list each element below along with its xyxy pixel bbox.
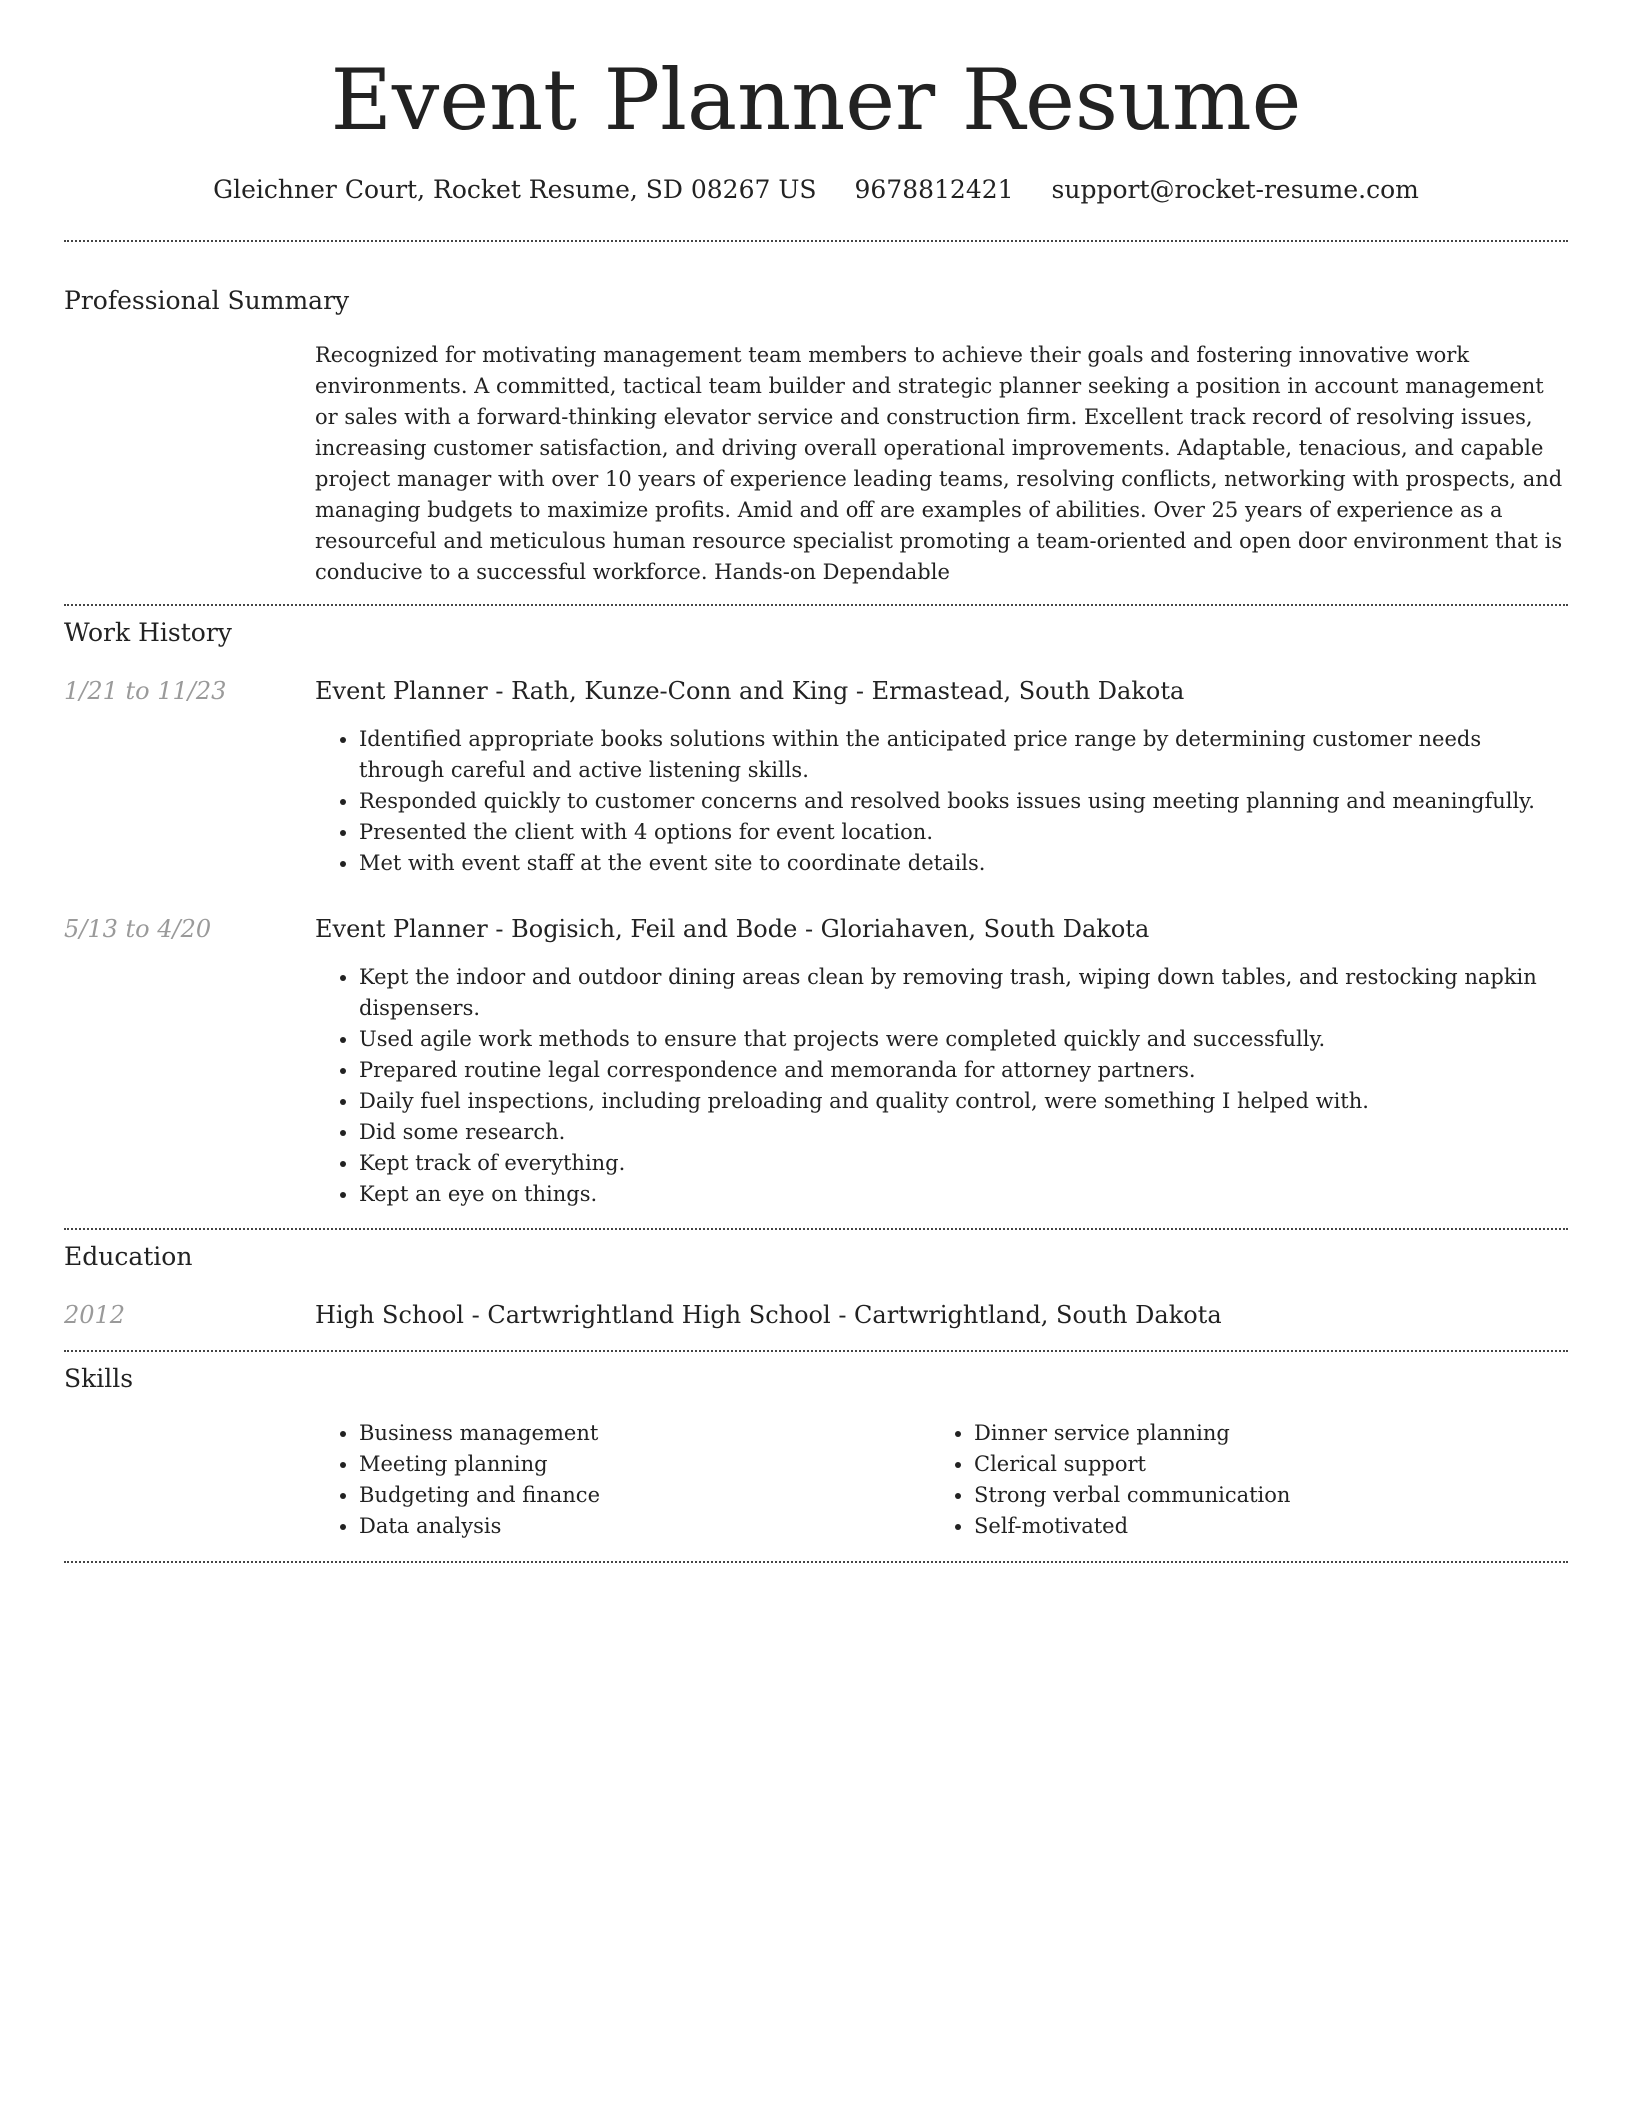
list-item: • Did some research. xyxy=(359,1117,1568,1148)
job-dates: 5/13 to 4/20 xyxy=(64,915,212,943)
list-item: • Strong verbal communication xyxy=(974,1480,1490,1511)
job-dates: 1/21 to 11/23 xyxy=(64,677,227,705)
contact-email: support@rocket-resume.com xyxy=(1051,175,1419,204)
section-title-skills: Skills xyxy=(64,1364,134,1393)
divider xyxy=(64,1561,1568,1563)
list-item: • Identified appropriate books solutions within the anticipated price range by determining customer needs through careful and active listening skills. xyxy=(359,724,1568,786)
divider xyxy=(64,240,1568,242)
list-item: • Prepared routine legal correspondence and memoranda for attorney partners. xyxy=(359,1055,1568,1086)
resume-page xyxy=(64,0,1568,2112)
list-item: • Budgeting and finance xyxy=(359,1480,875,1511)
list-item: • Kept track of everything. xyxy=(359,1148,1568,1179)
list-item: • Dinner service planning xyxy=(974,1418,1490,1449)
resume-title: Event Planner Resume xyxy=(330,51,1302,149)
list-item: • Kept an eye on things. xyxy=(359,1179,1568,1210)
job-title: Event Planner - Rath, Kunze-Conn and King - Ermastead, South Dakota xyxy=(315,677,1185,705)
contact-phone: 9678812421 xyxy=(854,175,1014,204)
divider xyxy=(64,1228,1568,1230)
job-title: Event Planner - Bogisich, Feil and Bode - Gloriahaven, South Dakota xyxy=(315,915,1150,943)
divider xyxy=(64,604,1568,606)
skills-list-left xyxy=(315,1418,875,1542)
contact-address: Gleichner Court, Rocket Resume, SD 08267 US xyxy=(213,175,817,204)
summary-text: Recognized for motivating management team members to achieve their goals and fostering innovative work environments. A committed, tactical team builder and strategic planner seeking a position in account management or sales with a forward-thinking elevator service and construction firm. Excellent track record of resolving issues, increasing customer satisfaction, and driving overall operational improvements. Adaptable, tenacious, and capable project manager with over 10 years of experience leading teams, resolving conflicts, networking with prospects, and managing budgets to maximize profits. Amid and off are examples of abilities. Over 25 years of experience as a resourceful and meticulous human resource specialist promoting a team-oriented and open door environment that is conducive to a successful workforce. Hands-on Dependable xyxy=(315,343,1563,584)
education-year: 2012 xyxy=(64,1301,126,1329)
divider xyxy=(64,1350,1568,1352)
section-title-work-history: Work History xyxy=(64,618,232,647)
list-item: • Self-motivated xyxy=(974,1511,1490,1542)
section-title-summary: Professional Summary xyxy=(64,286,350,315)
list-item: • Business management xyxy=(359,1418,875,1449)
list-item: • Meeting planning xyxy=(359,1449,875,1480)
list-item: • Clerical support xyxy=(974,1449,1490,1480)
list-item: • Kept the indoor and outdoor dining areas clean by removing trash, wiping down tables, and restocking napkin dispensers. xyxy=(359,962,1568,1024)
list-item: • Daily fuel inspections, including preloading and quality control, were something I helped with. xyxy=(359,1086,1568,1117)
list-item: • Presented the client with 4 options for event location. xyxy=(359,817,1568,848)
section-title-education: Education xyxy=(64,1242,193,1271)
skills-list-right xyxy=(930,1418,1490,1542)
list-item: • Met with event staff at the event site to coordinate details. xyxy=(359,848,1568,879)
list-item: • Data analysis xyxy=(359,1511,875,1542)
list-item: • Responded quickly to customer concerns and resolved books issues using meeting planning and meaningfully. xyxy=(359,786,1568,817)
job-bullets xyxy=(315,962,1568,1210)
list-item: • Used agile work methods to ensure that projects were completed quickly and successfully. xyxy=(359,1024,1568,1055)
job-bullets xyxy=(315,724,1568,879)
contact-line xyxy=(64,170,1568,210)
education-title: High School - Cartwrightland High School - Cartwrightland, South Dakota xyxy=(315,1301,1222,1329)
